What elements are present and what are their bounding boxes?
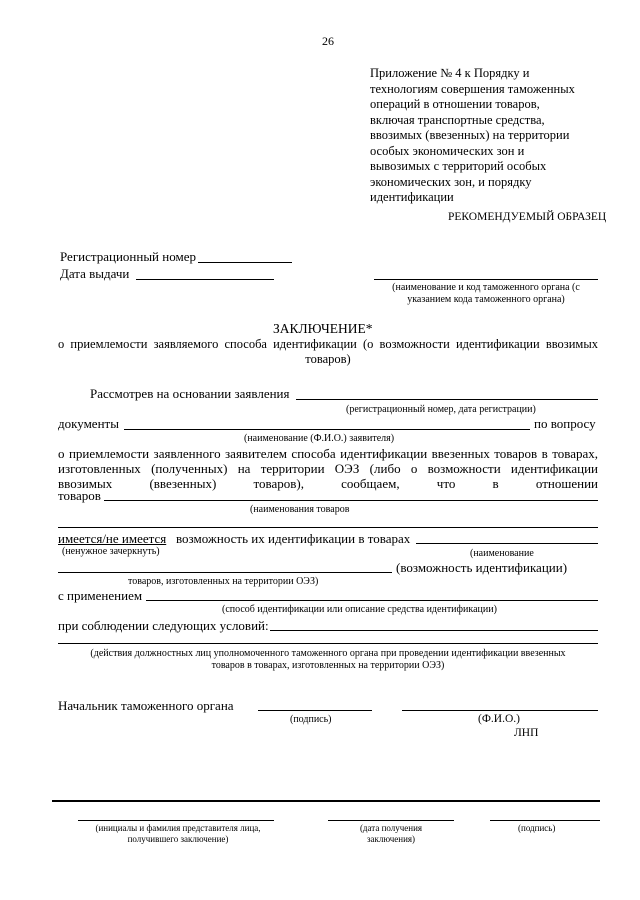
method-caption: (способ идентификации или описание средства идентификации) xyxy=(222,604,497,615)
sample-mark: РЕКОМЕНДУЕМЫЙ ОБРАЗЕЦ xyxy=(448,211,607,223)
document-title: ЗАКЛЮЧЕНИЕ* xyxy=(273,321,373,336)
document-subtitle: о приемлемости заявляемого способа идентификации (о возможности идентификации ввозимых товаров) xyxy=(58,337,598,366)
issue-date-label: Дата выдачи xyxy=(60,266,130,281)
date-line xyxy=(328,820,454,821)
initials-line xyxy=(78,820,274,821)
head-sign-line xyxy=(258,710,372,711)
page-number: 26 xyxy=(322,34,334,48)
head-fio-line xyxy=(402,710,598,711)
application-line xyxy=(296,399,598,400)
strike-caption: (ненужное зачеркнуть) xyxy=(62,546,160,557)
appendix-line: операций в отношении товаров, xyxy=(370,97,540,111)
method-line xyxy=(146,600,598,601)
considered-label: Рассмотрев на основании заявления xyxy=(90,386,290,401)
on-question-label: по вопросу xyxy=(534,416,596,431)
appendix-line: идентификации xyxy=(370,190,454,204)
receipt-sign-caption: (подпись) xyxy=(518,823,556,833)
using-label: с применением xyxy=(58,588,143,603)
head-sign-caption: (подпись) xyxy=(290,714,332,725)
appendix-line: экономических зон, и порядку xyxy=(370,174,532,189)
goods-label: товаров xyxy=(58,488,101,503)
appendix-line: особых экономических зон и xyxy=(370,143,525,158)
conditions-line-2 xyxy=(58,643,598,644)
made-goods-caption: товаров, изготовленных на территории ОЭЗ) xyxy=(128,576,319,587)
appendix-line: Приложение № 4 к Порядку и xyxy=(370,66,530,80)
reg-number-label: Регистрационный номер xyxy=(60,249,196,264)
conditions-label: при соблюдении следующих условий: xyxy=(58,618,269,633)
receipt-sign-line xyxy=(490,820,600,821)
issue-date-line xyxy=(136,279,274,280)
possibility-caption: (возможность идентификации) xyxy=(396,560,568,575)
appendix-line: включая транспортные средства, xyxy=(370,112,545,127)
date-caption: (дата получения заключения) xyxy=(359,823,423,844)
separator-line xyxy=(52,800,600,802)
customs-body-line xyxy=(374,279,598,280)
has-not-text: имеется/не имеется xyxy=(58,531,167,546)
applicant-caption: (наименование (Ф.И.О.) заявителя) xyxy=(244,433,395,444)
body-paragraph: о приемлемости заявленного заявителем способа идентификации ввезенных товаров в товарах, изготовленных (полученных) на территории ОЭЗ (либо о возможности идентификации ввозимых (ввезенных) товаров), сообщаем, что в отношении xyxy=(58,446,598,491)
head-fio-caption: (Ф.И.О.) xyxy=(478,713,520,725)
conditions-line xyxy=(270,630,598,631)
appendix-line: технологиям совершения таможенных xyxy=(370,81,575,96)
goods-caption: (наименования товаров xyxy=(250,504,350,515)
actions-caption: (действия должностных лиц уполномоченного таможенного органа при проведении идентификации ввезенных товаров в товарах, изготовленных на территории ОЭЗ) xyxy=(90,648,566,671)
reg-number-line xyxy=(198,262,292,263)
lnp-mark: ЛНП xyxy=(514,727,539,739)
name-caption: (наименование xyxy=(470,548,534,559)
initials-caption: (инициалы и фамилия представителя лица, получившего заключение) xyxy=(95,823,261,844)
appendix-block xyxy=(370,66,575,206)
reg-caption: (регистрационный номер, дата регистрации) xyxy=(346,404,536,415)
documents-label: документы xyxy=(58,416,119,431)
customs-body-caption: (наименование и код таможенного органа (с указанием кода таможенного органа) xyxy=(392,282,580,305)
appendix-line: ввозимых (ввезенных) на территории xyxy=(370,128,570,142)
head-label: Начальник таможенного органа xyxy=(58,698,234,713)
goods-line-2 xyxy=(58,527,598,528)
goods-line xyxy=(104,500,598,501)
possibility-text: возможность их идентификации в товарах xyxy=(176,531,411,546)
documents-line xyxy=(124,429,530,430)
possibility-line xyxy=(416,543,598,544)
made-goods-line xyxy=(58,572,392,573)
appendix-line: вывозимых с территорий особых xyxy=(370,159,547,173)
